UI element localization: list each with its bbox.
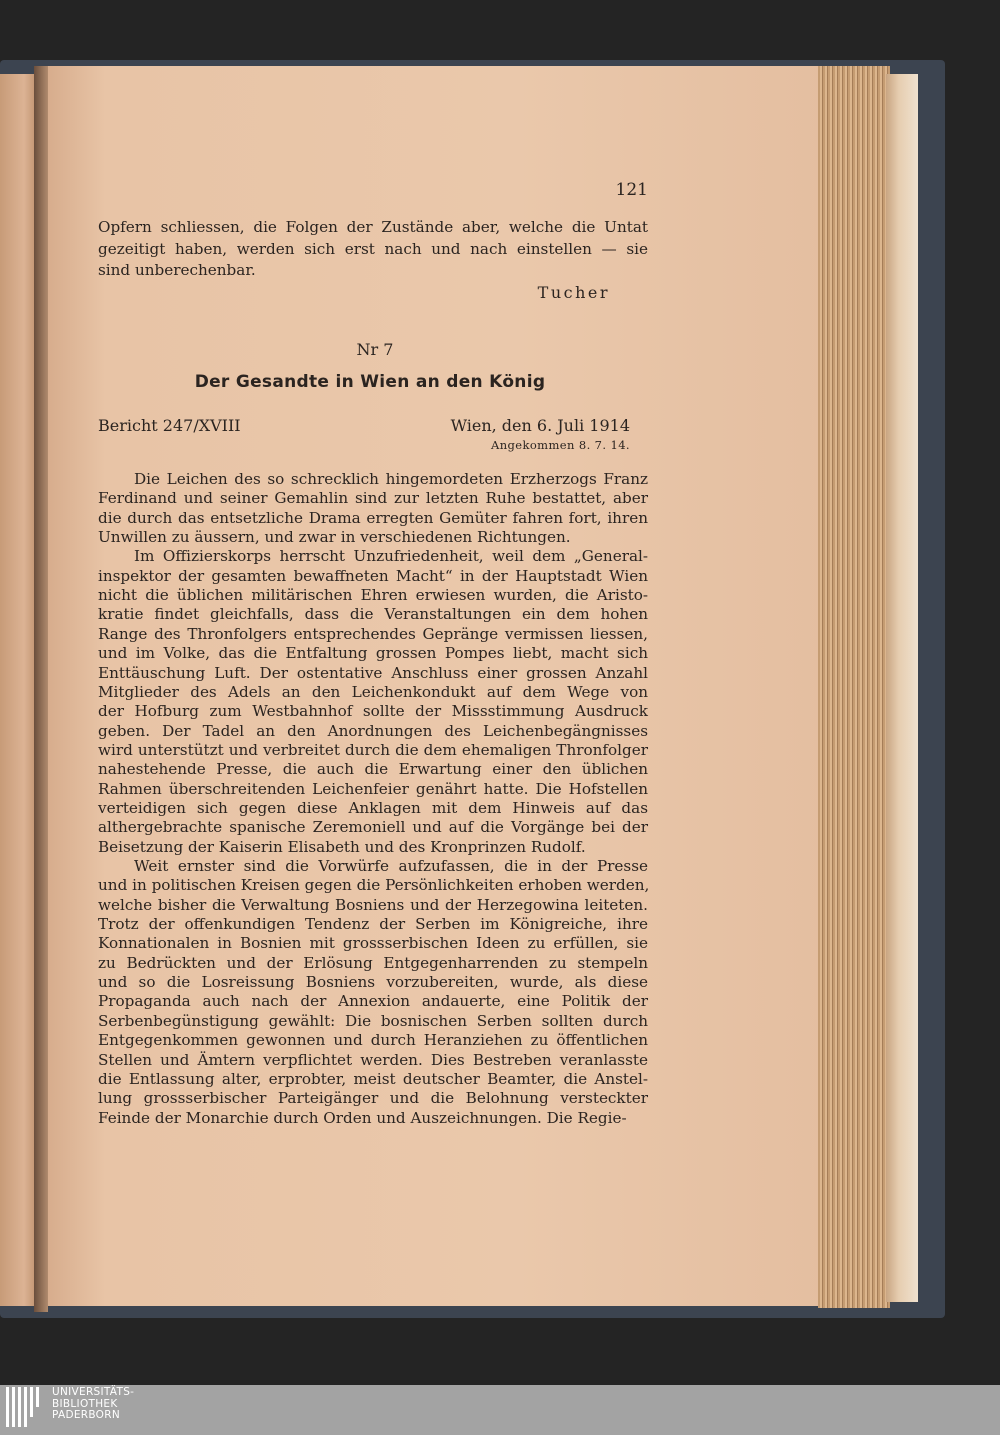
- received-date: Angekommen 8. 7. 14.: [491, 438, 630, 452]
- text-line: althergebrachte spanische Zeremoniell und auf die Vorgänge bei der: [98, 818, 648, 837]
- text-line: Feinde der Monarchie durch Orden und Auszeichnungen. Die Regie-: [98, 1108, 627, 1127]
- logo-line: UNIVERSITÄTS-: [52, 1386, 135, 1398]
- text-line: Unwillen zu äussern, und zwar in verschiedenen Richtungen.: [98, 528, 571, 547]
- text-line: und so die Losreissung Bosniens vorzubereiten, wurde, als diese: [98, 973, 648, 992]
- place-date: Wien, den 6. Juli 1914: [450, 416, 630, 435]
- text-line: Im Offizierskorps herrscht Unzufriedenheit, weil dem „General-: [134, 547, 648, 566]
- text-line: der Hofburg zum Westbahnhof sollte der Missstimmung Ausdruck: [98, 702, 648, 721]
- library-footer: [0, 1385, 1000, 1435]
- document-heading: Der Gesandte in Wien an den König: [194, 372, 546, 392]
- text-line: die Entlassung alter, erprobter, meist deutscher Beamter, die Anstel-: [98, 1069, 648, 1088]
- text-line: sind unberechenbar.: [98, 261, 256, 279]
- text-line: nicht die üblichen militärischen Ehren erwiesen wurden, die Aristo-: [98, 586, 648, 605]
- text-line: verteidigen sich gegen diese Anklagen mit dem Hinweis auf das: [98, 798, 648, 817]
- page-edges: [818, 66, 890, 1308]
- text-line: Enttäuschung Luft. Der ostentative Anschluss einer grossen Anzahl: [98, 663, 648, 682]
- text-line: Opfern schliessen, die Folgen der Zustände aber, welche die Untat: [98, 218, 648, 236]
- text-line: wird unterstützt und verbreitet durch die dem ehemaligen Thronfolger: [98, 740, 648, 759]
- page-edges-light: [886, 74, 918, 1302]
- text-line: und in politischen Kreisen gegen die Persönlichkeiten erhoben werden,: [98, 876, 650, 895]
- text-line: inspektor der gesamten bewaffneten Macht“ in der Hauptstadt Wien: [98, 566, 648, 585]
- text-line: Propaganda auch nach der Annexion andauerte, eine Politik der: [98, 992, 648, 1011]
- text-line: Rahmen überschreitenden Leichenfeier genährt hatte. Die Hofstellen: [98, 779, 648, 798]
- text-line: Entgegenkommen gewonnen und durch Heranziehen zu öffentlichen: [98, 1031, 648, 1050]
- text-line: Weit ernster sind die Vorwürfe aufzufassen, die in der Presse: [134, 857, 648, 875]
- text-line: lung grossserbischer Parteigänger und die Belohnung versteckter: [98, 1089, 648, 1108]
- signature: Tucher: [537, 283, 610, 302]
- library-logo-text: [52, 1387, 134, 1422]
- text-line: Trotz der offenkundigen Tendenz der Serben im Königreiche, ihre: [98, 915, 648, 934]
- logo-line: PADERBORN: [52, 1409, 120, 1421]
- library-logo-icon: [4, 1387, 44, 1427]
- text-line: gezeitigt haben, werden sich erst nach und nach einstellen — sie: [98, 240, 648, 258]
- text-line: Die Leichen des so schrecklich hingemordeten Erzherzogs Franz: [134, 470, 648, 488]
- report-reference: Bericht 247/XVIII: [98, 416, 241, 435]
- text-line: Konnationalen in Bosnien mit grossserbischen Ideen zu erfüllen, sie: [98, 934, 648, 953]
- text-line: Mitglieder des Adels an den Leichenkondukt auf dem Wege von: [98, 682, 648, 701]
- text-line: welche bisher die Verwaltung Bosniens und der Herzegowina leiteten.: [98, 895, 648, 914]
- text-line: die durch das entsetzliche Drama erregten Gemüter fahren fort, ihren: [98, 508, 648, 527]
- text-line: Beisetzung der Kaiserin Elisabeth und des Kronprinzen Rudolf.: [98, 837, 586, 856]
- text-line: zu Bedrückten und der Erlösung Entgegenharrenden zu stempeln: [98, 953, 648, 972]
- text-line: nahestehende Presse, die auch die Erwartung einer den üblichen: [98, 760, 648, 779]
- page-number: 121: [615, 180, 648, 200]
- page-gutter: [34, 66, 48, 1312]
- text-line: Range des Thronfolgers entsprechendes Gepränge vermissen liessen,: [98, 624, 648, 643]
- text-line: Ferdinand und seiner Gemahlin sind zur letzten Ruhe bestattet, aber: [98, 489, 648, 508]
- text-line: kratie findet gleichfalls, dass die Veranstaltungen ein dem hohen: [98, 605, 648, 624]
- text-line: geben. Der Tadel an den Anordnungen des Leichenbegängnisses: [98, 721, 648, 740]
- text-line: Stellen und Ämtern verpflichtet werden. Dies Bestreben veranlasste: [98, 1050, 648, 1069]
- text-line: und im Volke, das die Entfaltung grossen Pompes liebt, macht sich: [98, 644, 648, 663]
- document-number: Nr 7: [356, 340, 394, 359]
- logo-line: BIBLIOTHEK: [52, 1397, 118, 1410]
- text-line: Serbenbegünstigung gewählt: Die bosnischen Serben sollten durch: [98, 1011, 648, 1030]
